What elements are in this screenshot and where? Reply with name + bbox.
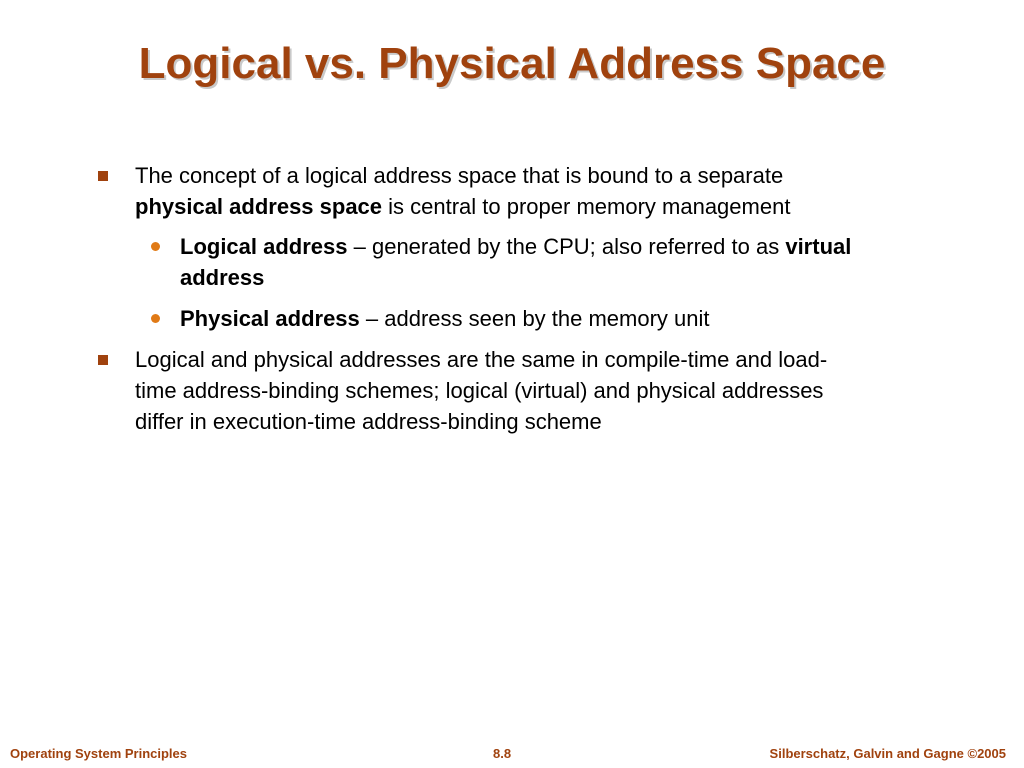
- footer-page-number: 8.8: [493, 746, 512, 761]
- text-run: The concept of a logical address space that is bound to a separate: [135, 163, 784, 188]
- round-bullet-icon: [151, 242, 160, 251]
- sub-bullet-list: [135, 231, 866, 334]
- sub-bullet-point: [135, 303, 866, 334]
- round-bullet-icon: [151, 314, 160, 323]
- footer-course-title: Operating System Principles: [10, 746, 188, 761]
- square-bullet-icon: [98, 355, 108, 365]
- bold-text-run: physical address space: [135, 194, 383, 219]
- slide-title: Logical vs. Physical Address Space: [138, 39, 886, 88]
- bullet-point: [96, 344, 866, 437]
- bullet-text: Logical and physical addresses are the same in compile-time and load-time address-binding schemes; logical (virtual) and physical addresses differ in execution-time address-binding scheme: [135, 347, 828, 434]
- text-run: – generated by the CPU; also referred to as: [347, 234, 786, 259]
- square-bullet-icon: [98, 171, 108, 181]
- text-run: – address seen by the memory unit: [359, 306, 710, 331]
- sub-bullet-point: [135, 231, 866, 293]
- bold-text-run: Logical address: [180, 234, 348, 259]
- bullet-point: [96, 160, 866, 334]
- bold-text-run: virtual address: [180, 234, 852, 290]
- bold-text-run: Physical address: [180, 306, 360, 331]
- bullet-text: [135, 163, 790, 219]
- sub-bullet-text: [180, 234, 851, 290]
- footer-copyright: Silberschatz, Galvin and Gagne ©2005: [769, 746, 1006, 761]
- sub-bullet-text: [180, 306, 710, 331]
- bullet-list: [96, 160, 866, 445]
- text-run: is central to proper memory management: [382, 194, 791, 219]
